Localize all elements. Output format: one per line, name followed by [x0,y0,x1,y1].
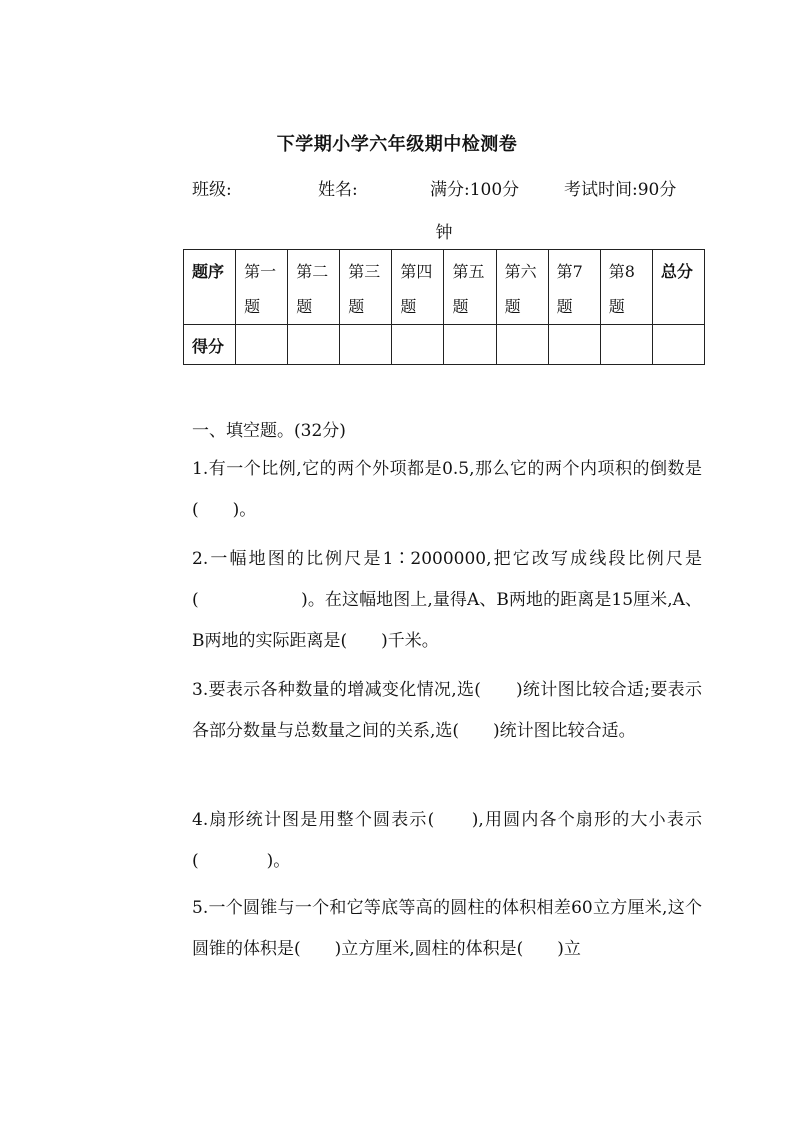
score-entry-cell[interactable] [340,325,392,365]
score-entry-cell[interactable] [444,325,496,365]
score-entry-cell[interactable] [392,325,444,365]
question-column-header: 第7题 [548,250,600,325]
class-label: 班级: [192,180,232,200]
exam-time-wrap: 钟 [435,223,453,243]
question-column-header: 第一题 [236,250,288,325]
question-1: 1.有一个比例,它的两个外项都是0.5,那么它的两个内项积的倒数是( )。 [192,459,702,520]
question-5: 5.一个圆锥与一个和它等底等高的圆柱的体积相差60立方厘米,这个圆锥的体积是( )立方厘米,圆柱的体积是( )立 [192,898,702,959]
score-table-header-row [184,250,705,325]
total-label-cell: 总分 [652,250,704,325]
question-4: 4.扇形统计图是用整个圆表示( ),用圆内各个扇形的大小表示( )。 [192,810,702,871]
score-entry-cell[interactable] [496,325,548,365]
score-label-cell: 得分 [184,325,236,365]
exam-title: 下学期小学六年级期中检测卷 [276,134,518,155]
name-label: 姓名: [318,180,358,200]
question-column-header: 第四题 [392,250,444,325]
question-column-header: 第三题 [340,250,392,325]
question-column-header: 第8题 [600,250,652,325]
score-row [184,325,705,365]
section-heading: 一、填空题。(32分) [192,421,346,441]
question-column-header: 第二题 [288,250,340,325]
score-entry-cell[interactable] [548,325,600,365]
question-2: 2.一幅地图的比例尺是1∶2000000,把它改写成线段比例尺是( )。在这幅地图上,量得A、B两地的距离是15厘米,A、B两地的实际距离是( )千米。 [192,549,702,651]
total-score-cell[interactable] [652,325,704,365]
question-column-header: 第六题 [496,250,548,325]
student-info-line [192,175,702,199]
score-entry-cell[interactable] [288,325,340,365]
score-entry-cell[interactable] [600,325,652,365]
exam-time-label: 考试时间:90分 [564,180,677,200]
score-table [183,249,705,365]
full-score-label: 满分:100分 [430,180,520,200]
header-label-cell: 题序 [184,250,236,325]
question-column-header: 第五题 [444,250,496,325]
score-entry-cell[interactable] [236,325,288,365]
question-3: 3.要表示各种数量的增减变化情况,选( )统计图比较合适;要表示各部分数量与总数量之间的关系,选( )统计图比较合适。 [192,680,702,741]
